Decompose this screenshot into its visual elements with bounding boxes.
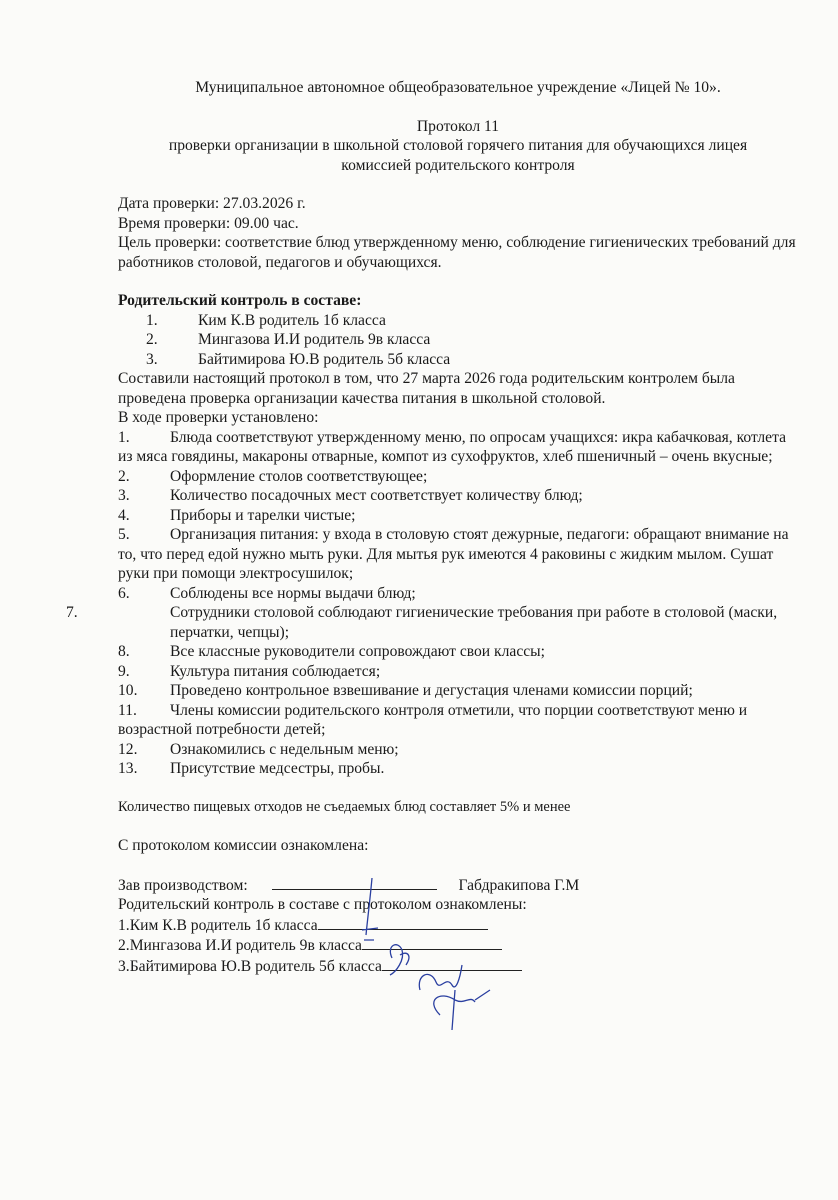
item-number: 11.	[118, 701, 137, 719]
signature-line	[382, 956, 522, 971]
finding-item	[118, 486, 798, 506]
document-subtitle: проверки организации в школьной столовой горячего питания для обучающихся лицея	[168, 137, 748, 154]
manager-name: Габдракипова Г.М	[458, 876, 580, 894]
inspection-time: Время проверки: 09.00 час.	[118, 214, 299, 232]
signature-line	[272, 875, 437, 890]
item-text: Ознакомились с недельным меню;	[170, 740, 399, 758]
item-text: Организация питания: у входа в столовую стоят дежурные, педагоги: обращают внимание на то, что перед едой нужно мыть руки. Для мытья рук имеются 4 раковины с жидким мылом. Сушат руки при помощи электросушилок;	[118, 526, 789, 582]
member-number: 2.	[146, 331, 158, 348]
manager-signature-row	[118, 875, 798, 896]
committee-acquainted: Родительский контроль в составе с протоколом ознакомлены:	[118, 896, 527, 913]
inspection-goal: Цель проверки: соответствие блюд утвержденному меню, соблюдение гигиенических требований для работников столовой, педагогов и обучающихся.	[118, 234, 796, 271]
intro-text: Составили настоящий протокол в том, что 27 марта 2026 года родительским контролем была проведена проверка организации качества питания в школьной столовой.	[118, 370, 735, 407]
member-signature-row	[118, 915, 798, 936]
item-number: 8.	[118, 643, 130, 660]
committee-heading: Родительский контроль в составе:	[118, 292, 362, 309]
member-signature-row	[118, 956, 798, 977]
finding-item	[118, 584, 798, 604]
item-text: Сотрудники столовой соблюдают гигиенические требования при работе в столовой (маски, перчатки, чепцы);	[170, 604, 778, 641]
finding-item	[118, 740, 798, 760]
item-number: 12.	[118, 740, 138, 758]
item-text: Все классные руководители сопровождают свои классы;	[170, 643, 545, 660]
item-text: Оформление столов соответствующее;	[170, 467, 428, 485]
item-text: Соблюдены все нормы выдачи блюд;	[170, 584, 416, 602]
finding-item	[118, 525, 798, 584]
document-page	[66, 78, 798, 976]
member-signature-name: 1.Ким К.В родитель 1б класса	[118, 916, 318, 934]
signature-line	[318, 915, 488, 930]
committee-member	[118, 350, 798, 370]
acquainted-text: С протоколом комиссии ознакомлена:	[118, 837, 369, 854]
item-number: 9.	[118, 662, 130, 680]
item-number: 13.	[118, 760, 138, 777]
inspection-date: Дата проверки: 27.03.2026 г.	[118, 195, 306, 212]
established-heading: В ходе проверки установлено:	[118, 409, 319, 426]
member-number: 3.	[146, 350, 158, 368]
member-name: Байтимирова Ю.В родитель 5б класса	[198, 350, 451, 368]
item-text: Члены комиссии родительского контроля отметили, что порции соответствуют меню и возрастной потребности детей;	[118, 701, 748, 738]
member-name: Ким К.В родитель 1б класса	[198, 311, 386, 329]
waste-note: Количество пищевых отходов не съедаемых блюд составляет 5% и менее	[118, 798, 571, 815]
member-number: 1.	[146, 311, 158, 329]
item-number: 5.	[118, 526, 130, 543]
finding-item	[118, 759, 798, 779]
item-number: 2.	[118, 467, 130, 485]
member-signature-row	[118, 935, 798, 956]
finding-item	[66, 603, 798, 642]
item-number: 6.	[118, 584, 130, 602]
finding-item	[118, 662, 798, 682]
finding-item	[118, 467, 798, 487]
finding-item	[118, 428, 798, 467]
member-name: Мингазова И.И родитель 9в класса	[198, 331, 431, 348]
finding-item	[118, 642, 798, 662]
committee-member	[118, 330, 798, 350]
manager-label: Зав производством:	[118, 876, 248, 894]
item-number: 1.	[118, 428, 130, 446]
item-number: 3.	[118, 487, 130, 504]
item-text: Приборы и тарелки чистые;	[170, 506, 356, 524]
item-text: Присутствие медсестры, пробы.	[170, 760, 385, 777]
document-subtitle-2: комиссией родительского контроля	[341, 156, 575, 174]
item-text: Блюда соответствуют утвержденному меню, по опросам учащихся: икра кабачковая, котлета из мяса говядины, макароны отварные, компот из сухофруктов, хлеб пшеничный – очень вкусные;	[118, 428, 787, 465]
item-text: Количество посадочных мест соответствует количеству блюд;	[170, 487, 583, 504]
item-text: Проведено контрольное взвешивание и дегустация членами комиссии порций;	[170, 682, 693, 699]
document-title: Протокол 11	[416, 117, 500, 135]
finding-item	[118, 701, 798, 740]
member-signature-name: 3.Байтимирова Ю.В родитель 5б класса	[118, 957, 382, 975]
signature-line	[362, 935, 502, 950]
item-number: 4.	[118, 506, 130, 524]
finding-item	[118, 506, 798, 526]
item-number: 10.	[118, 682, 138, 699]
item-number: 7.	[66, 604, 78, 621]
finding-item	[118, 681, 798, 701]
member-signature-name: 2.Мингазова И.И родитель 9в класса	[118, 937, 362, 954]
item-text: Культура питания соблюдается;	[170, 662, 381, 680]
organization-name: Муниципальное автономное общеобразовательное учреждение «Лицей № 10».	[195, 79, 721, 96]
committee-member	[118, 311, 798, 331]
